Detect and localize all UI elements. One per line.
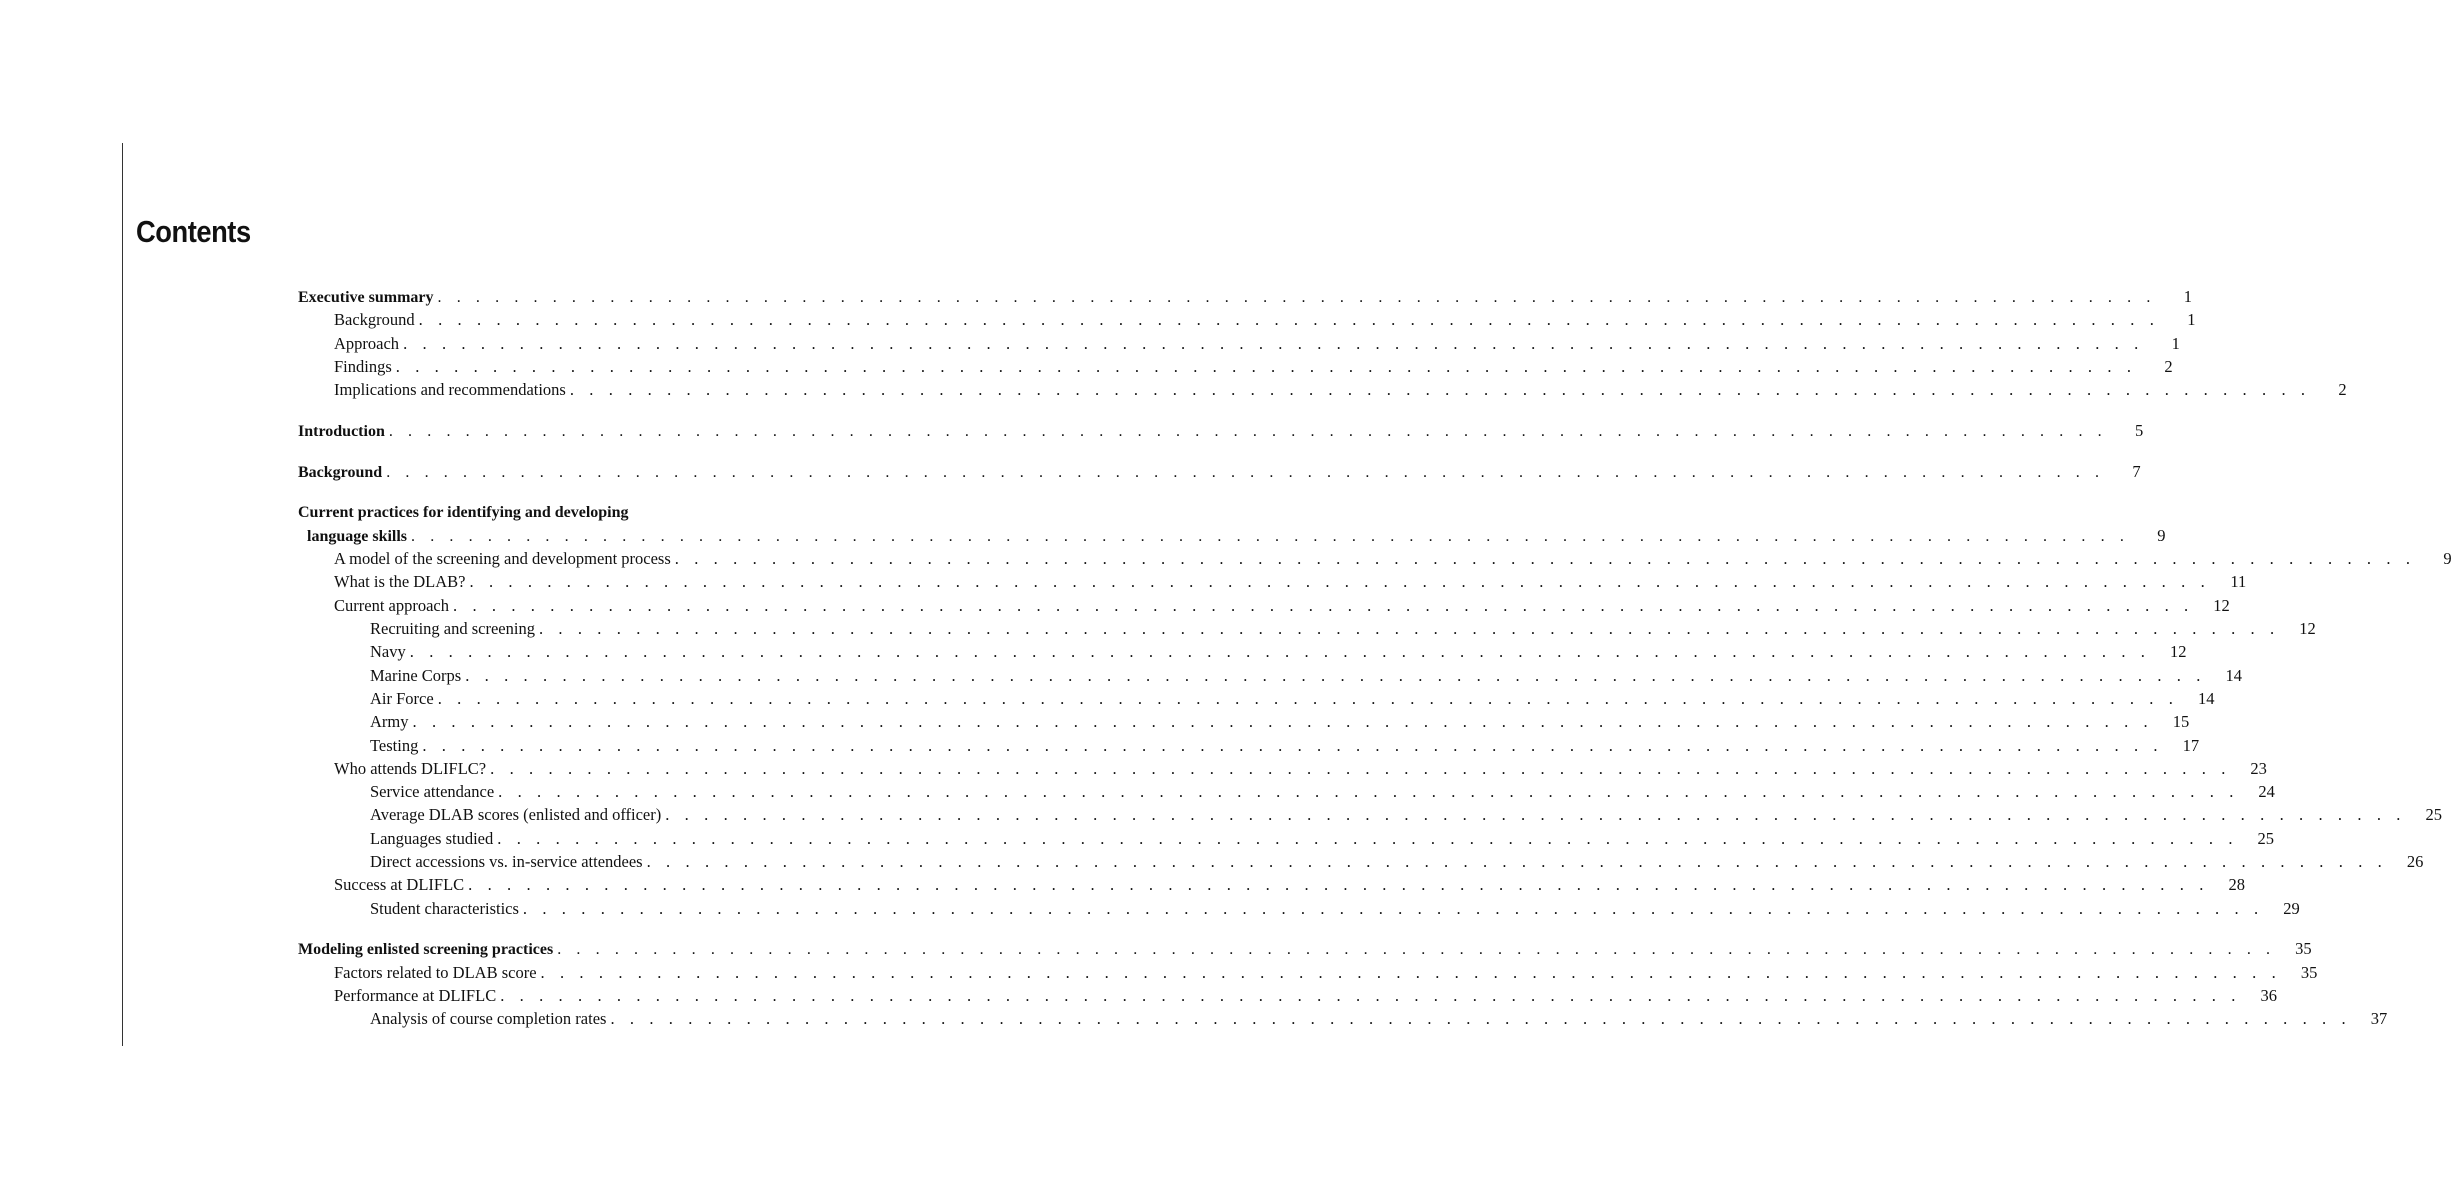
toc-entry-label: Factors related to DLAB score <box>334 962 537 982</box>
toc-page-number: 15 <box>2172 712 2190 732</box>
toc-page-number: 2 <box>2338 380 2347 400</box>
toc-dot-leader: . . . . . . . . . . . . . . . . . . . . . . . . . . . . . . . . . . . . . . . . . . . . . . . . . . . . . . . . . . . . . . . . . . . . . . . . . . . . . . . . . . . . . . . . . . <box>538 619 2280 639</box>
toc-page-number: 37 <box>2370 1009 2388 1029</box>
toc-entry-row <box>298 501 812 524</box>
toc-dot-leader: . . . . . . . . . . . . . . . . . . . . . . . . . . . . . . . . . . . . . . . . . . . . . . . . . . . . . . . . . . . . . . . . . . . . . . . . . . . . . . . . . . . . . . . . . . <box>665 805 2407 825</box>
toc-entry-label: Analysis of course completion rates <box>370 1009 607 1029</box>
toc-dot-leader: . . . . . . . . . . . . . . . . . . . . . . . . . . . . . . . . . . . . . . . . . . . . . . . . . . . . . . . . . . . . . . . . . . . . . . . . . . . . . . . . . . . . . . . . . . <box>453 595 2194 615</box>
toc-page-number: 12 <box>2299 619 2316 639</box>
toc-entry[interactable] <box>298 1007 2388 1030</box>
toc-page-number: 9 <box>2157 525 2166 545</box>
toc-entry-label: Marine Corps <box>370 665 462 685</box>
toc-entry[interactable] <box>298 961 2318 984</box>
toc-entry-row <box>370 803 2443 826</box>
toc-entry-row <box>307 524 2166 547</box>
toc-entry-row <box>334 332 2180 355</box>
toc-entry-row <box>298 419 2144 442</box>
toc-entry[interactable] <box>298 897 2300 920</box>
toc-entry-label: A model of the screening and development process <box>334 549 671 569</box>
toc-dot-leader: . . . . . . . . . . . . . . . . . . . . . . . . . . . . . . . . . . . . . . . . . . . . . . . . . . . . . . . . . . . . . . . . . . . . . . . . . . . . . . . . . . . . . . . . . . <box>418 310 2160 330</box>
toc-dot-leader: . . . . . . . . . . . . . . . . . . . . . . . . . . . . . . . . . . . . . . . . . . . . . . . . . . . . . . . . . . . . . . . . . . . . . . . . . . . . . . . . . . . . . . . . . . <box>412 712 2154 732</box>
toc-entry[interactable] <box>298 827 2275 850</box>
toc-entry-row <box>334 594 2230 617</box>
toc-entry[interactable] <box>298 984 2277 1007</box>
toc-entry-row <box>370 897 2300 920</box>
toc-entry[interactable] <box>298 937 2312 960</box>
toc-page-number: 12 <box>2213 595 2230 615</box>
toc-entry-label: Findings <box>334 356 392 376</box>
toc-page-number: 25 <box>2425 805 2443 825</box>
toc-entry-label: language skills <box>307 527 408 545</box>
toc-entry-row <box>370 827 2275 850</box>
toc-page-number: 29 <box>2283 898 2300 918</box>
toc-entry[interactable] <box>298 419 2144 442</box>
toc-entry-row <box>370 640 2187 663</box>
toc-entry-label: Service attendance <box>370 782 495 802</box>
toc-entry[interactable] <box>298 873 2245 896</box>
toc-entry-row <box>334 757 2267 780</box>
toc-entry[interactable] <box>298 460 2141 483</box>
toc-dot-leader: . . . . . . . . . . . . . . . . . . . . . . . . . . . . . . . . . . . . . . . . . . . . . . . . . . . . . . . . . . . . . . . . . . . . . . . . . . . . . . . . . . . . . . . . . . <box>388 422 2108 440</box>
toc-entry-label: Student characteristics <box>370 898 519 918</box>
toc-page-number: 14 <box>2197 688 2215 708</box>
toc-page-number: 1 <box>2171 333 2180 353</box>
toc-page-number: 11 <box>2230 572 2247 592</box>
toc-entry[interactable] <box>298 734 2200 757</box>
toc-entry-row <box>370 850 2424 873</box>
page-title: Contents <box>136 214 251 249</box>
toc-entry-label: Army <box>370 712 409 732</box>
toc-entry-row <box>298 937 2312 960</box>
toc-entry-label: Introduction <box>298 422 385 440</box>
toc-entry-label: Success at DLIFLC <box>334 875 465 895</box>
toc-entry[interactable] <box>298 378 2347 401</box>
toc-entry[interactable] <box>298 332 2180 355</box>
toc-entry-label: Air Force <box>370 688 434 708</box>
toc-page-number: 36 <box>2260 986 2277 1006</box>
toc-entry-label: Navy <box>370 642 406 662</box>
toc-entry[interactable] <box>298 710 2190 733</box>
toc-dot-leader: . . . . . . . . . . . . . . . . . . . . . . . . . . . . . . . . . . . . . . . . . . . . . . . . . . . . . . . . . . . . . . . . . . . . . . . . . . . . . . . . . . . . . . . . . . <box>403 333 2144 353</box>
toc-entry[interactable] <box>298 687 2215 710</box>
toc-page-number: 12 <box>2170 642 2187 662</box>
toc-entry-row <box>370 734 2200 757</box>
toc-dot-leader: . . . . . . . . . . . . . . . . . . . . . . . . . . . . . . . . . . . . . . . . . . . . . . . . . . . . . . . . . . . . . . . . . . . . . . . . . . . . . . . . . . . . . . . . . . <box>409 642 2151 662</box>
toc-page-number: 5 <box>2135 420 2144 440</box>
toc-entry[interactable] <box>298 757 2267 780</box>
toc-entry-label: Current practices for identifying and developing <box>298 503 629 521</box>
toc-entry-row <box>370 617 2316 640</box>
toc-entry[interactable] <box>298 547 2452 570</box>
toc-entry[interactable] <box>298 640 2187 663</box>
table-of-contents <box>298 285 2452 1031</box>
toc-page-number: 28 <box>2228 875 2245 895</box>
toc-entry-label: What is the DLAB? <box>334 572 466 592</box>
toc-page-number: 23 <box>2250 758 2267 778</box>
toc-entry-label: Direct accessions vs. in-service attendees <box>370 852 643 872</box>
toc-dot-leader: . . . . . . . . . . . . . . . . . . . . . . . . . . . . . . . . . . . . . . . . . . . . . . . . . . . . . . . . . . . . . . . . . . . . . . . . . . . . . . . . . . . . . . . . . . <box>540 962 2282 982</box>
toc-entry-label: Average DLAB scores (enlisted and officer) <box>370 805 662 825</box>
toc-dot-leader: . . . . . . . . . . . . . . . . . . . . . . . . . . . . . . . . . . . . . . . . . . . . . . . . . . . . . . . . . . . . . . . . . . . . . . . . . . . . . . . . . . . . . . . . . . <box>395 356 2137 376</box>
toc-entry-row <box>334 570 2247 593</box>
toc-dot-leader: . . . . . . . . . . . . . . . . . . . . . . . . . . . . . . . . . . . . . . . . . . . . . . . . . . . . . . . . . . . . . . . . . . . . . . . . . . . . . . . . . . . . . . . . . . <box>437 289 2156 306</box>
toc-entry-row <box>334 355 2173 378</box>
toc-entry[interactable] <box>298 664 2242 687</box>
toc-entry[interactable] <box>298 501 812 524</box>
toc-entry-label: Approach <box>334 333 400 353</box>
toc-entry[interactable] <box>298 803 2443 826</box>
toc-dot-leader: . . . . . . . . . . . . . . . . . . . . . . . . . . . . . . . . . . . . . . . . . . . . . . . . . . . . . . . . . . . . . . . . . . . . . . . . . . . . . . . . . . . . . . . . . . <box>674 549 2416 569</box>
toc-page-number: 2 <box>2164 356 2173 376</box>
toc-entry-label: Background <box>298 463 383 481</box>
toc-page-number: 35 <box>2300 962 2318 982</box>
toc-entry[interactable] <box>298 850 2424 873</box>
toc-entry-label: Languages studied <box>370 828 494 848</box>
toc-page-number: 1 <box>2183 287 2192 306</box>
toc-entry-label: Performance at DLIFLC <box>334 986 497 1006</box>
toc-dot-leader: . . . . . . . . . . . . . . . . . . . . . . . . . . . . . . . . . . . . . . . . . . . . . . . . . . . . . . . . . . . . . . . . . . . . . . . . . . . . . . . . . . . . . . . . . . <box>500 986 2241 1006</box>
toc-dot-leader: . . . . . . . . . . . . . . . . . . . . . . . . . . . . . . . . . . . . . . . . . . . . . . . . . . . . . . . . . . . . . . . . . . . . . . . . . . . . . . . . . . . . . . . . . . <box>610 1009 2352 1029</box>
toc-dot-leader: . . . . . . . . . . . . . . . . . . . . . . . . . . . . . . . . . . . . . . . . . . . . . . . . . . . . . . . . . . . . . . . . . . . . . . . . . . . . . . . . . . . . . . . . . . <box>469 572 2211 592</box>
toc-entry-label: Modeling enlisted screening practices <box>298 941 554 959</box>
toc-entry-label: Who attends DLIFLC? <box>334 758 487 778</box>
toc-entry[interactable] <box>298 308 2196 331</box>
toc-page-number: 14 <box>2225 665 2242 685</box>
toc-entry-row <box>334 984 2277 1007</box>
toc-dot-leader: . . . . . . . . . . . . . . . . . . . . . . . . . . . . . . . . . . . . . . . . . . . . . . . . . . . . . . . . . . . . . . . . . . . . . . . . . . . . . . . . . . . . . . . . . . <box>497 828 2239 848</box>
toc-page-number: 35 <box>2295 939 2312 959</box>
toc-dot-leader: . . . . . . . . . . . . . . . . . . . . . . . . . . . . . . . . . . . . . . . . . . . . . . . . . . . . . . . . . . . . . . . . . . . . . . . . . . . . . . . . . . . . . . . . . . <box>468 875 2209 895</box>
toc-entry-row <box>334 378 2347 401</box>
toc-entry-label: Implications and recommendations <box>334 380 566 400</box>
toc-entry[interactable] <box>298 594 2230 617</box>
margin-rule <box>122 143 123 1046</box>
toc-entry-row <box>370 1007 2388 1030</box>
toc-entry-label: Testing <box>370 735 419 755</box>
toc-entry[interactable] <box>298 780 2275 803</box>
toc-entry-row <box>334 873 2245 896</box>
toc-dot-leader: . . . . . . . . . . . . . . . . . . . . . . . . . . . . . . . . . . . . . . . . . . . . . . . . . . . . . . . . . . . . . . . . . . . . . . . . . . . . . . . . . . . . . . . . . . <box>422 735 2164 755</box>
toc-entry-label: Current approach <box>334 595 449 615</box>
toc-page-number: 9 <box>2443 549 2452 569</box>
toc-dot-leader: . . . . . . . . . . . . . . . . . . . . . . . . . . . . . . . . . . . . . . . . . . . . . . . . . . . . . . . . . . . . . . . . . . . . . . . . . . . . . . . . . . . . . . . . . . <box>465 665 2206 685</box>
toc-dot-leader: . . . . . . . . . . . . . . . . . . . . . . . . . . . . . . . . . . . . . . . . . . . . . . . . . . . . . . . . . . . . . . . . . . . . . . . . . . . . . . . . . . . . . . . . . . <box>522 898 2264 918</box>
toc-dot-leader: . . . . . . . . . . . . . . . . . . . . . . . . . . . . . . . . . . . . . . . . . . . . . . . . . . . . . . . . . . . . . . . . . . . . . . . . . . . . . . . . . . . . . . . . . . <box>490 758 2231 778</box>
toc-dot-leader: . . . . . . . . . . . . . . . . . . . . . . . . . . . . . . . . . . . . . . . . . . . . . . . . . . . . . . . . . . . . . . . . . . . . . . . . . . . . . . . . . . . . . . . . . . <box>411 527 2130 545</box>
toc-entry-row <box>334 308 2196 331</box>
toc-entry-row <box>370 687 2215 710</box>
toc-dot-leader: . . . . . . . . . . . . . . . . . . . . . . . . . . . . . . . . . . . . . . . . . . . . . . . . . . . . . . . . . . . . . . . . . . . . . . . . . . . . . . . . . . . . . . . . . . <box>498 782 2239 802</box>
toc-entry[interactable] <box>298 355 2173 378</box>
toc-entry-row <box>370 664 2242 687</box>
toc-entry[interactable] <box>298 617 2316 640</box>
toc-entry-row <box>298 460 2141 483</box>
toc-page-number: 25 <box>2257 828 2275 848</box>
toc-entry-row <box>334 547 2452 570</box>
toc-dot-leader: . . . . . . . . . . . . . . . . . . . . . . . . . . . . . . . . . . . . . . . . . . . . . . . . . . . . . . . . . . . . . . . . . . . . . . . . . . . . . . . . . . . . . . . . . . <box>569 380 2311 400</box>
toc-entry-label: Background <box>334 310 415 330</box>
toc-page-number: 17 <box>2182 735 2200 755</box>
toc-dot-leader: . . . . . . . . . . . . . . . . . . . . . . . . . . . . . . . . . . . . . . . . . . . . . . . . . . . . . . . . . . . . . . . . . . . . . . . . . . . . . . . . . . . . . . . . . . <box>557 941 2276 959</box>
toc-entry-label: Recruiting and screening <box>370 619 535 639</box>
toc-entry-row <box>370 780 2275 803</box>
toc-dot-leader: . . . . . . . . . . . . . . . . . . . . . . . . . . . . . . . . . . . . . . . . . . . . . . . . . . . . . . . . . . . . . . . . . . . . . . . . . . . . . . . . . . . . . . . . . . <box>386 463 2105 481</box>
toc-entry[interactable] <box>298 570 2247 593</box>
toc-entry-label: Executive summary <box>298 289 434 306</box>
toc-dot-leader: . . . . . . . . . . . . . . . . . . . . . . . . . . . . . . . . . . . . . . . . . . . . . . . . . . . . . . . . . . . . . . . . . . . . . . . . . . . . . . . . . . . . . . . . . . <box>646 852 2388 872</box>
toc-entry-row <box>298 285 2192 308</box>
toc-entry[interactable] <box>298 524 2166 547</box>
toc-dot-leader: . . . . . . . . . . . . . . . . . . . . . . . . . . . . . . . . . . . . . . . . . . . . . . . . . . . . . . . . . . . . . . . . . . . . . . . . . . . . . . . . . . . . . . . . . . <box>437 688 2179 708</box>
toc-page-number: 7 <box>2132 461 2141 481</box>
toc-entry-row <box>334 961 2318 984</box>
toc-entry-row <box>370 710 2190 733</box>
toc-page-number: 1 <box>2187 310 2196 330</box>
toc-page-number: 26 <box>2406 852 2424 872</box>
toc-page-number: 24 <box>2258 782 2275 802</box>
toc-entry[interactable] <box>298 285 2192 308</box>
